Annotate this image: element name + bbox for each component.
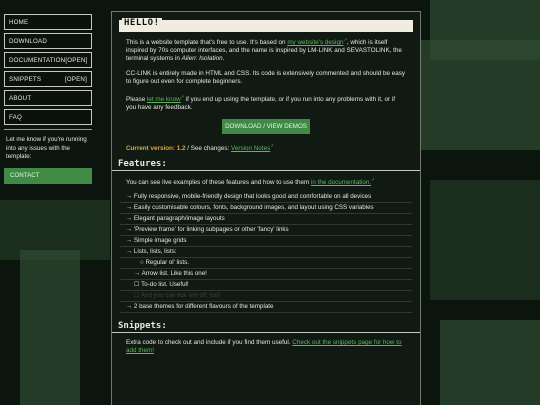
nav-about-label: ABOUT bbox=[9, 94, 32, 102]
nav-download-label: DOWNLOAD bbox=[9, 37, 48, 45]
list-item: → Elegant paragraph/image layouts bbox=[120, 214, 412, 225]
snippets-intro-text: Extra code to check out and include if you find them useful. bbox=[126, 339, 293, 347]
sidebar-note: Let me know if you're running into any issues with the template: bbox=[6, 136, 87, 160]
snippets-page-link[interactable]: Check out the snippets page for how to add them! bbox=[126, 339, 402, 355]
nav-divider bbox=[4, 129, 92, 130]
external-link-icon: ↗ bbox=[343, 37, 347, 42]
list-item: → 2 base themes for different flavours of the template bbox=[120, 302, 412, 313]
nav-download[interactable] bbox=[4, 33, 92, 49]
version-notes-link[interactable]: Version Notes bbox=[231, 145, 271, 153]
external-link-icon: ↗ bbox=[371, 177, 375, 183]
intro-text: , which is itself inspired by 70s computer interfaces, and the name is inspired by LM-LINK and SEVASTOLINK, the terminal systems in bbox=[126, 39, 402, 63]
download-button[interactable]: DOWNLOAD / VIEW DEMOS bbox=[222, 119, 310, 134]
nav-snippets-tag: [OPEN] bbox=[64, 75, 87, 83]
list-item: → Easily customisable colours, fonts, background images, and layout using CSS variables bbox=[120, 203, 412, 214]
features-list bbox=[120, 192, 412, 313]
sub-list-item: → Arrow list. Like this one! bbox=[120, 269, 412, 280]
sub-list-item: ○ Regular ol' lists. bbox=[120, 258, 412, 269]
contact-label: CONTACT bbox=[10, 172, 40, 179]
todo-item-done[interactable]: ☐ And you can tick 'em off, too! bbox=[120, 291, 412, 302]
nav-faq[interactable] bbox=[4, 109, 92, 125]
nav-documentation[interactable] bbox=[4, 52, 92, 68]
hello-banner bbox=[119, 20, 413, 32]
intro-content bbox=[112, 32, 420, 153]
main-panel bbox=[111, 11, 421, 405]
nav-faq-label: FAQ bbox=[9, 113, 22, 121]
snippets-heading: Snippets: bbox=[112, 321, 420, 333]
features-intro-text: You can see live examples of these features and how to use them bbox=[126, 179, 311, 187]
intro-paragraph-3 bbox=[126, 93, 406, 112]
features-intro bbox=[112, 177, 420, 186]
version-separator: / See changes: bbox=[185, 145, 232, 153]
list-item: → 'Preview frame' for linking subpages or other 'fancy' links bbox=[120, 225, 412, 236]
external-link-icon: ↗ bbox=[270, 143, 274, 149]
nav-snippets-label: SNIPPETS bbox=[9, 75, 42, 83]
intro-text: This is a website template that's free to use. It's based on bbox=[126, 39, 288, 47]
list-item: → Simple image grids bbox=[120, 236, 412, 247]
website-design-link[interactable]: my website's design bbox=[287, 39, 344, 47]
intro-text: if you end up using the template, or if you run into any problems with it, or if you have any feedback. bbox=[126, 96, 396, 112]
nav-home-label: HOME bbox=[9, 18, 29, 26]
features-heading: Features: bbox=[112, 159, 420, 171]
let-me-know-link[interactable]: let me know bbox=[147, 96, 181, 104]
external-link-icon: ↗ bbox=[180, 94, 184, 100]
nav-snippets[interactable] bbox=[4, 71, 92, 87]
snippets-text bbox=[112, 339, 420, 355]
nav-documentation-label: DOCUMENTATION bbox=[9, 56, 66, 64]
contact-button[interactable] bbox=[4, 168, 92, 184]
nav-documentation-tag: [OPEN] bbox=[65, 56, 88, 64]
todo-item[interactable]: ☐ To-do list. Useful! bbox=[120, 280, 412, 291]
intro-text: Please bbox=[126, 96, 148, 104]
version-info bbox=[126, 142, 406, 153]
alien-isolation-title: Alien: Isolation bbox=[181, 55, 223, 63]
intro-paragraph-2: CC-LINK is entirely made in HTML and CSS. Its code is extensively commented and should be easy to figure out even for complete beginners. bbox=[126, 70, 406, 86]
current-version: Current version: 1.2 bbox=[126, 145, 186, 153]
nav-home[interactable] bbox=[4, 14, 92, 30]
nav-about[interactable] bbox=[4, 90, 92, 106]
documentation-link[interactable]: in the documentation. bbox=[310, 179, 372, 187]
sidebar bbox=[4, 14, 92, 184]
page-title: HELLO! bbox=[124, 18, 160, 28]
list-item: → Lists, lists, lists: bbox=[120, 247, 412, 258]
intro-text: . bbox=[222, 55, 225, 63]
list-item: → Fully responsive, mobile-friendly design that looks good and comfortable on all devices bbox=[120, 192, 412, 203]
intro-paragraph-1 bbox=[126, 36, 406, 63]
